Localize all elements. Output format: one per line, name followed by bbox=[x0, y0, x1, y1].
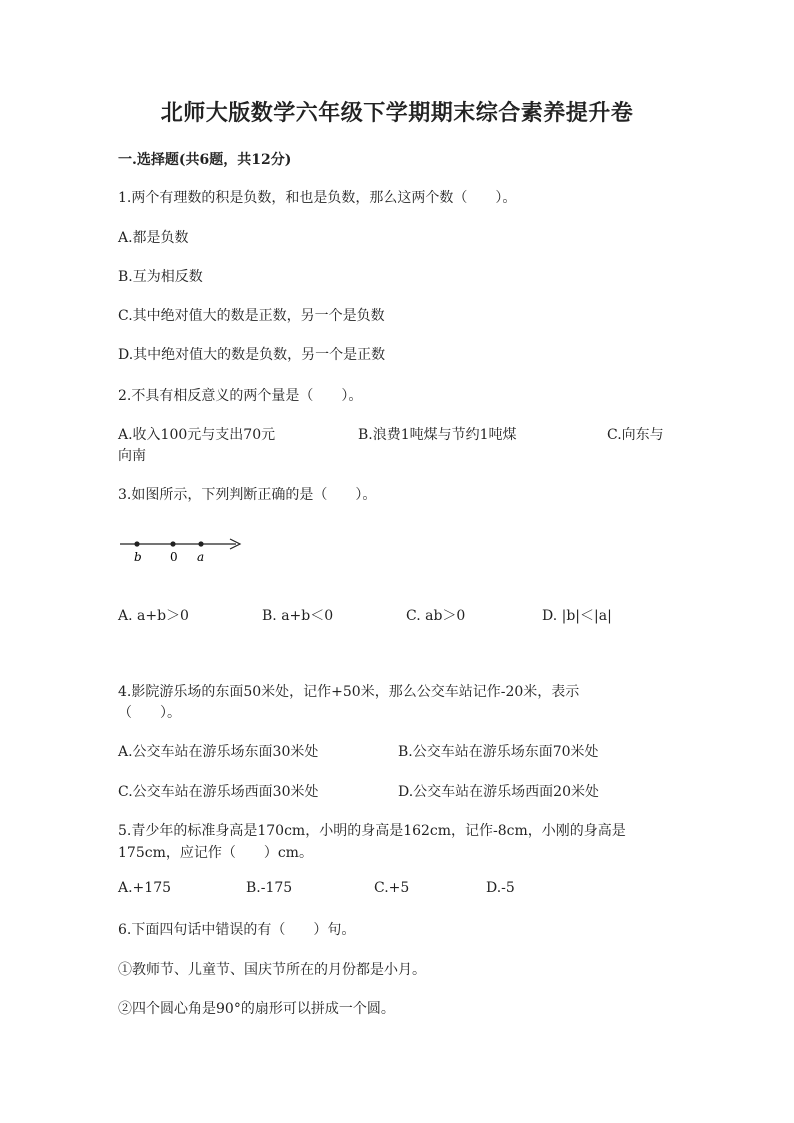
point-b-label: b bbox=[134, 550, 142, 564]
question-2-option-c: C.向东与 bbox=[607, 427, 664, 443]
question-5-stem-continued: 175cm，应记作（ ）cm。 bbox=[118, 845, 313, 861]
question-1-option-c: C.其中绝对值大的数是正数，另一个是负数 bbox=[118, 308, 385, 324]
question-3-option-a: A. a+b＞0 bbox=[118, 608, 189, 624]
question-4-option-d: D.公交车站在游乐场西面20米处 bbox=[398, 784, 599, 800]
point-a-label: a bbox=[197, 550, 205, 564]
page-title: 北师大版数学六年级下学期期末综合素养提升卷 bbox=[160, 100, 634, 126]
question-3-stem: 3.如图所示，下列判断正确的是（ ）。 bbox=[118, 487, 377, 503]
question-5-stem: 5.青少年的标准身高是170cm，小明的身高是162cm，记作-8cm，小刚的身高是 bbox=[118, 823, 626, 839]
question-5-option-a: A.+175 bbox=[118, 880, 172, 896]
question-3-option-d: D. |b|＜|a| bbox=[542, 608, 612, 624]
question-6-statement-1: ①教师节、儿童节、国庆节所在的月份都是小月。 bbox=[118, 962, 426, 978]
question-2-option-a: A.收入100元与支出70元 bbox=[118, 427, 276, 443]
point-b-dot bbox=[134, 541, 139, 546]
section-heading: 一.选择题(共6题，共12分) bbox=[118, 152, 292, 168]
question-4-stem-continued: （ ）。 bbox=[118, 705, 181, 721]
question-6-statement-2: ②四个圆心角是90°的扇形可以拼成一个圆。 bbox=[118, 1001, 395, 1017]
question-4-option-c: C.公交车站在游乐场西面30米处 bbox=[118, 784, 319, 800]
question-6-stem: 6.下面四句话中错误的有（ ）句。 bbox=[118, 922, 356, 938]
point-zero-label: 0 bbox=[170, 550, 178, 564]
question-2-option-c-continued: 向南 bbox=[118, 448, 146, 464]
number-line-figure bbox=[118, 533, 248, 569]
question-3-option-b: B. a+b＜0 bbox=[262, 608, 334, 624]
question-2-stem: 2.不具有相反意义的两个量是（ ）。 bbox=[118, 388, 363, 404]
question-1-option-b: B.互为相反数 bbox=[118, 269, 203, 285]
question-5-option-d: D.-5 bbox=[486, 880, 515, 896]
point-zero-dot bbox=[170, 541, 175, 546]
question-4-stem: 4.影院游乐场的东面50米处，记作+50米，那么公交车站记作-20米，表示 bbox=[118, 684, 580, 700]
question-4-option-b: B.公交车站在游乐场东面70米处 bbox=[398, 744, 599, 760]
question-5-option-c: C.+5 bbox=[374, 880, 410, 896]
question-1-option-d: D.其中绝对值大的数是负数，另一个是正数 bbox=[118, 347, 386, 363]
point-a-dot bbox=[198, 541, 203, 546]
question-1-stem: 1.两个有理数的积是负数，和也是负数，那么这两个数（ ）。 bbox=[118, 190, 517, 206]
question-4-option-a: A.公交车站在游乐场东面30米处 bbox=[118, 744, 319, 760]
question-3-option-c: C. ab＞0 bbox=[406, 608, 466, 624]
question-5-option-b: B.-175 bbox=[246, 880, 293, 896]
question-2-option-b: B.浪费1吨煤与节约1吨煤 bbox=[358, 427, 517, 443]
question-1-option-a: A.都是负数 bbox=[118, 230, 189, 246]
